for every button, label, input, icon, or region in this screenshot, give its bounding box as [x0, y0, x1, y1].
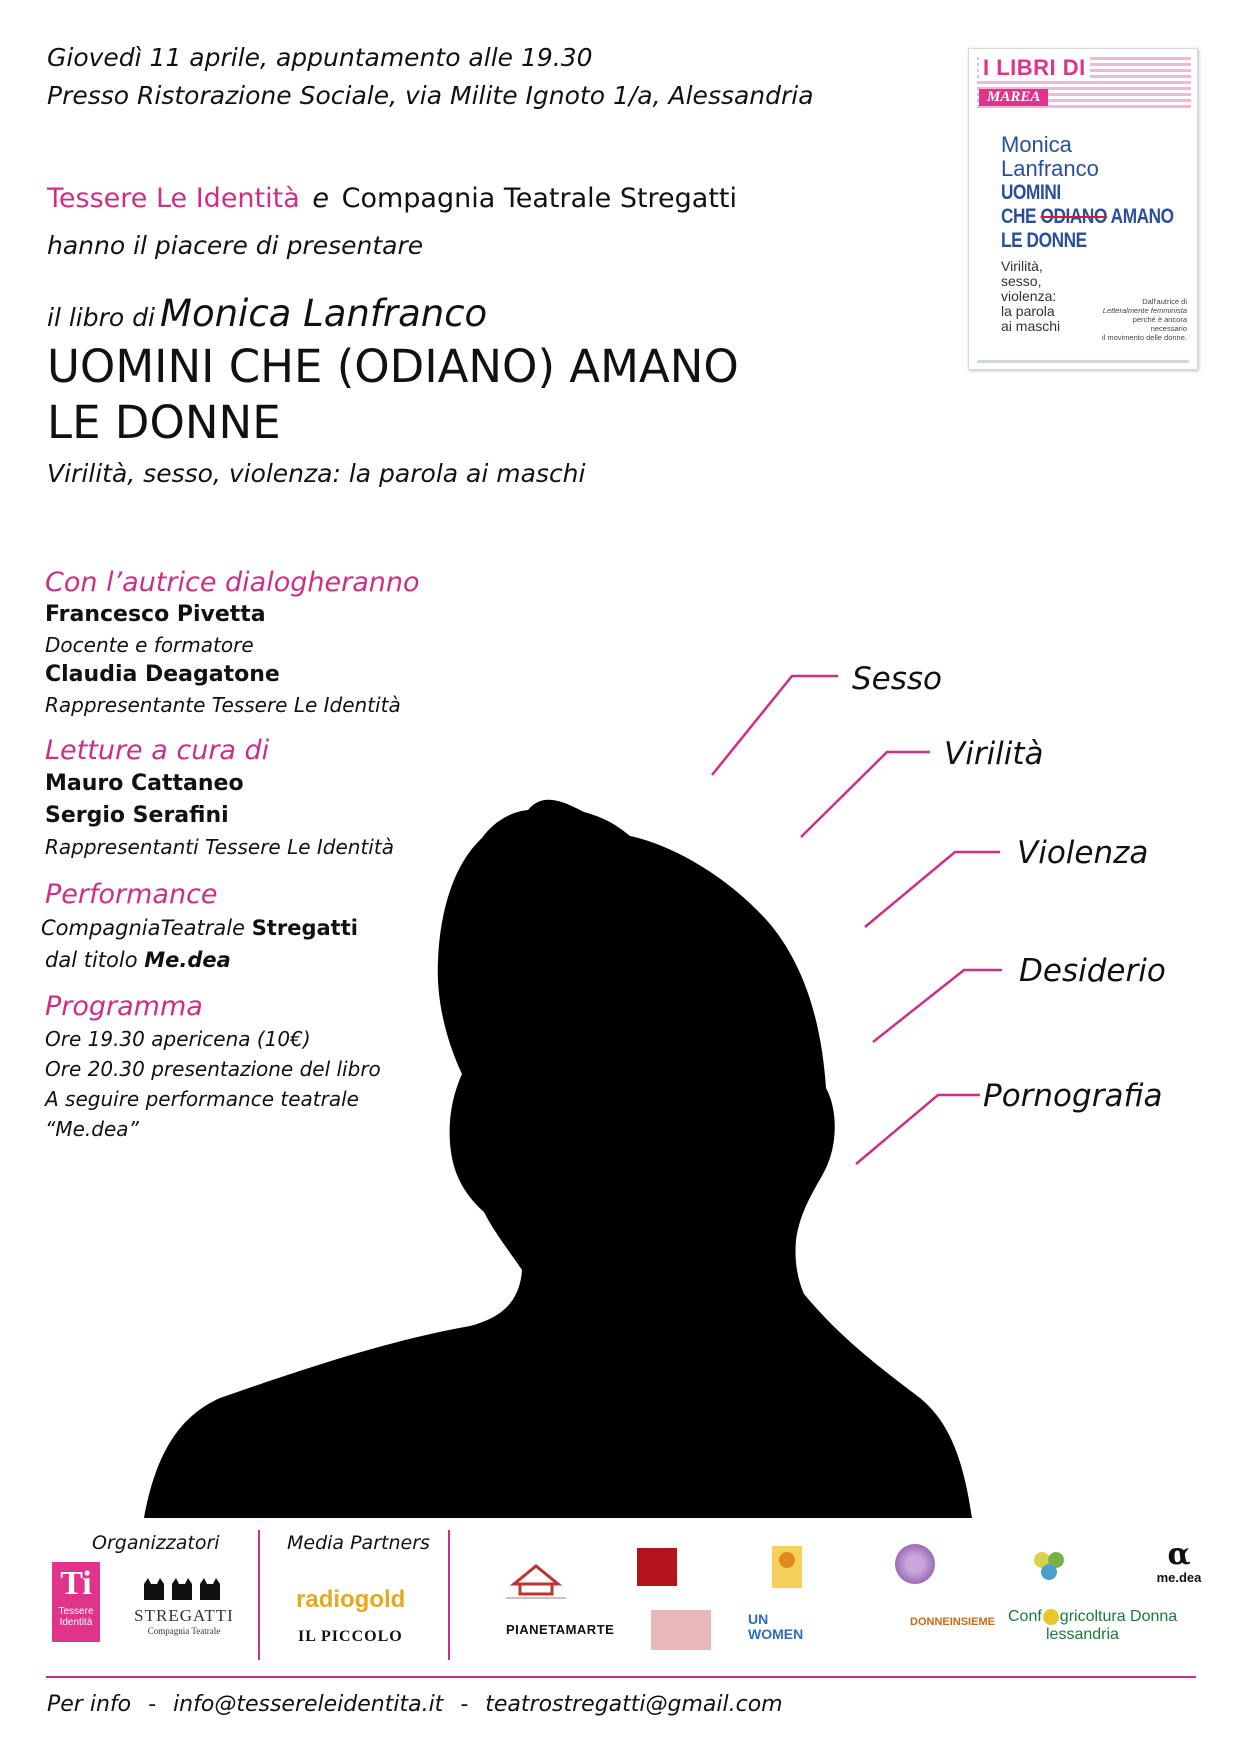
place-line: Presso Ristorazione Sociale, via Milite Ignoto 1/a, Alessandria	[47, 81, 814, 110]
book-intro-text: il libro di	[47, 303, 155, 332]
info-dash-1: -	[148, 1692, 157, 1717]
program-column	[41, 566, 465, 1144]
performance-heading: Performance	[45, 879, 218, 910]
cover-title-che: CHE	[1001, 205, 1037, 228]
tessere-logo-l1: Tessere	[58, 1606, 94, 1617]
performance-company	[41, 912, 465, 944]
date-line: Giovedì 11 aprile, appuntamento alle 19.30	[47, 43, 593, 72]
cover-sub-5: ai maschi	[1001, 318, 1061, 334]
reader1-name: Mauro Cattaneo	[45, 771, 244, 796]
confagricoltura-a-icon	[1043, 1609, 1059, 1625]
partner-logo-red-square-icon	[637, 1548, 677, 1586]
connector-violenza	[865, 852, 1000, 927]
programma-item-4: “Me.dea”	[45, 1117, 139, 1141]
partner-logo-yellow-icon	[772, 1546, 802, 1588]
keyword-violenza: Violenza	[1017, 835, 1149, 871]
cover-sub-3: violenza:	[1001, 288, 1057, 304]
footer-divider-2	[448, 1530, 450, 1660]
cover-author-last: Lanfranco	[1001, 156, 1099, 181]
stregatti-cats-icon	[124, 1576, 244, 1602]
connector-virilita	[801, 752, 930, 837]
book-title-line2: LE DONNE	[47, 396, 281, 449]
partner-logo-flower-icon	[895, 1544, 935, 1584]
perf-title-prefix: dal titolo	[45, 948, 138, 972]
cover-blurb-4: necessario	[1150, 324, 1187, 333]
radiogold-logo: radiogold	[296, 1586, 406, 1613]
book-subtitle: Virilità, sesso, violenza: la parola ai maschi	[47, 459, 586, 488]
partner-logo-house-icon	[500, 1554, 572, 1602]
book-title-line1: UOMINI CHE (ODIANO) AMANO	[47, 340, 739, 393]
cover-title-l3: LE DONNE	[1001, 229, 1087, 252]
speaker2-role: Rappresentante Tessere Le Identità	[45, 693, 401, 717]
connector-desiderio	[873, 970, 1002, 1042]
un-women-logo	[748, 1612, 803, 1642]
stregatti-logo-sub: Compagnia Teatrale	[147, 1626, 221, 1636]
un-women-l2: WOMEN	[748, 1626, 804, 1642]
speaker1-role: Docente e formatore	[45, 633, 254, 657]
cover-series: I LIBRI DI	[979, 55, 1090, 81]
confagricoltura-l1a: Conf	[1008, 1608, 1042, 1625]
readers-role: Rappresentanti Tessere Le Identità	[45, 835, 394, 859]
perf-company-prefix: CompagniaTeatrale	[41, 916, 246, 940]
speaker2-name: Claudia Deagatone	[45, 662, 280, 687]
donneinsieme-logo: DONNEINSIEME	[910, 1616, 995, 1628]
book-author: Monica Lanfranco	[160, 292, 488, 335]
organizers-label: Organizzatori	[92, 1532, 220, 1554]
medea-logo-text: me.dea	[1156, 1570, 1202, 1585]
cover-sub-4: la parola	[1001, 303, 1055, 319]
cover-author-first: Monica	[1001, 132, 1072, 157]
cover-title-amano: AMANO	[1110, 205, 1174, 228]
keyword-pornografia: Pornografia	[983, 1078, 1163, 1114]
stregatti-logo	[124, 1576, 244, 1646]
info-label: Per info	[47, 1692, 132, 1717]
speaker1-name: Francesco Pivetta	[45, 602, 266, 627]
confagricoltura-logo	[1008, 1608, 1188, 1644]
pianeta-marte-logo: PIANETAMARTE	[506, 1622, 615, 1637]
performance-title	[45, 944, 465, 976]
info-email-tessere[interactable]: info@tessereleidentita.it	[173, 1692, 444, 1717]
tessere-logo-l2: Identità	[59, 1617, 93, 1628]
partner-logo-pink-icon	[651, 1610, 711, 1650]
reader2-name: Sergio Serafini	[45, 803, 229, 828]
org-stregatti: Compagnia Teatrale Stregatti	[341, 183, 738, 214]
un-women-l1: UN	[748, 1611, 769, 1627]
cover-blurb-1: Dall'autrice di	[1142, 297, 1187, 306]
tessere-logo-mark: Ti	[60, 1565, 92, 1602]
cover-title-odiano: ODIANO	[1040, 205, 1107, 228]
readings-heading: Letture a cura di	[45, 735, 270, 766]
cover-sub-1: Virilità,	[1001, 258, 1043, 274]
connector-pornografia	[856, 1095, 980, 1164]
cover-blurb-2: Letteralmente femminista	[1102, 306, 1187, 315]
org-tessere: Tessere Le Identità	[47, 183, 300, 214]
media-partners-label: Media Partners	[287, 1532, 430, 1554]
programma-item-1: Ore 19.30 apericena (10€)	[45, 1027, 311, 1051]
perf-company-name: Stregatti	[251, 916, 358, 940]
medea-logo	[1148, 1537, 1210, 1590]
confagricoltura-l1b: gricoltura Donna	[1059, 1608, 1178, 1625]
partner-logo-clover-icon	[1030, 1548, 1068, 1584]
info-line	[47, 1692, 783, 1717]
il-piccolo-logo: IL PICCOLO	[298, 1628, 403, 1645]
stregatti-logo-text: STREGATTI	[134, 1606, 234, 1625]
tessere-logo	[52, 1562, 100, 1642]
cover-blurb-5: il movimento delle donne.	[1101, 333, 1187, 342]
keyword-desiderio: Desiderio	[1019, 953, 1166, 989]
footer-divider-1	[258, 1530, 260, 1660]
dialog-heading: Con l’autrice dialogheranno	[45, 567, 420, 598]
programma-heading: Programma	[45, 991, 203, 1022]
programma-item-3: A seguire performance teatrale	[45, 1087, 359, 1111]
medea-alpha-icon: α	[1167, 1537, 1191, 1572]
confagricoltura-l2: lessandria	[1046, 1626, 1119, 1643]
org-connector: e	[312, 183, 329, 214]
perf-title: Me.dea	[144, 948, 231, 972]
keyword-sesso: Sesso	[852, 661, 943, 697]
cover-title-l1: UOMINI	[1001, 181, 1061, 204]
cover-marea-brand: MAREA	[979, 89, 1048, 106]
info-email-stregatti[interactable]: teatrostregatti@gmail.com	[485, 1692, 783, 1717]
present-line: hanno il piacere di presentare	[47, 231, 424, 260]
bottom-rule	[46, 1676, 1196, 1678]
connector-sesso	[712, 676, 838, 775]
programma-item-2: Ore 20.30 presentazione del libro	[45, 1057, 381, 1081]
keyword-virilita: Virilità	[944, 736, 1044, 772]
cover-blurb-3: perché è ancora	[1132, 315, 1187, 324]
cover-sub-2: sesso,	[1001, 273, 1042, 289]
info-dash-2: -	[460, 1692, 469, 1717]
